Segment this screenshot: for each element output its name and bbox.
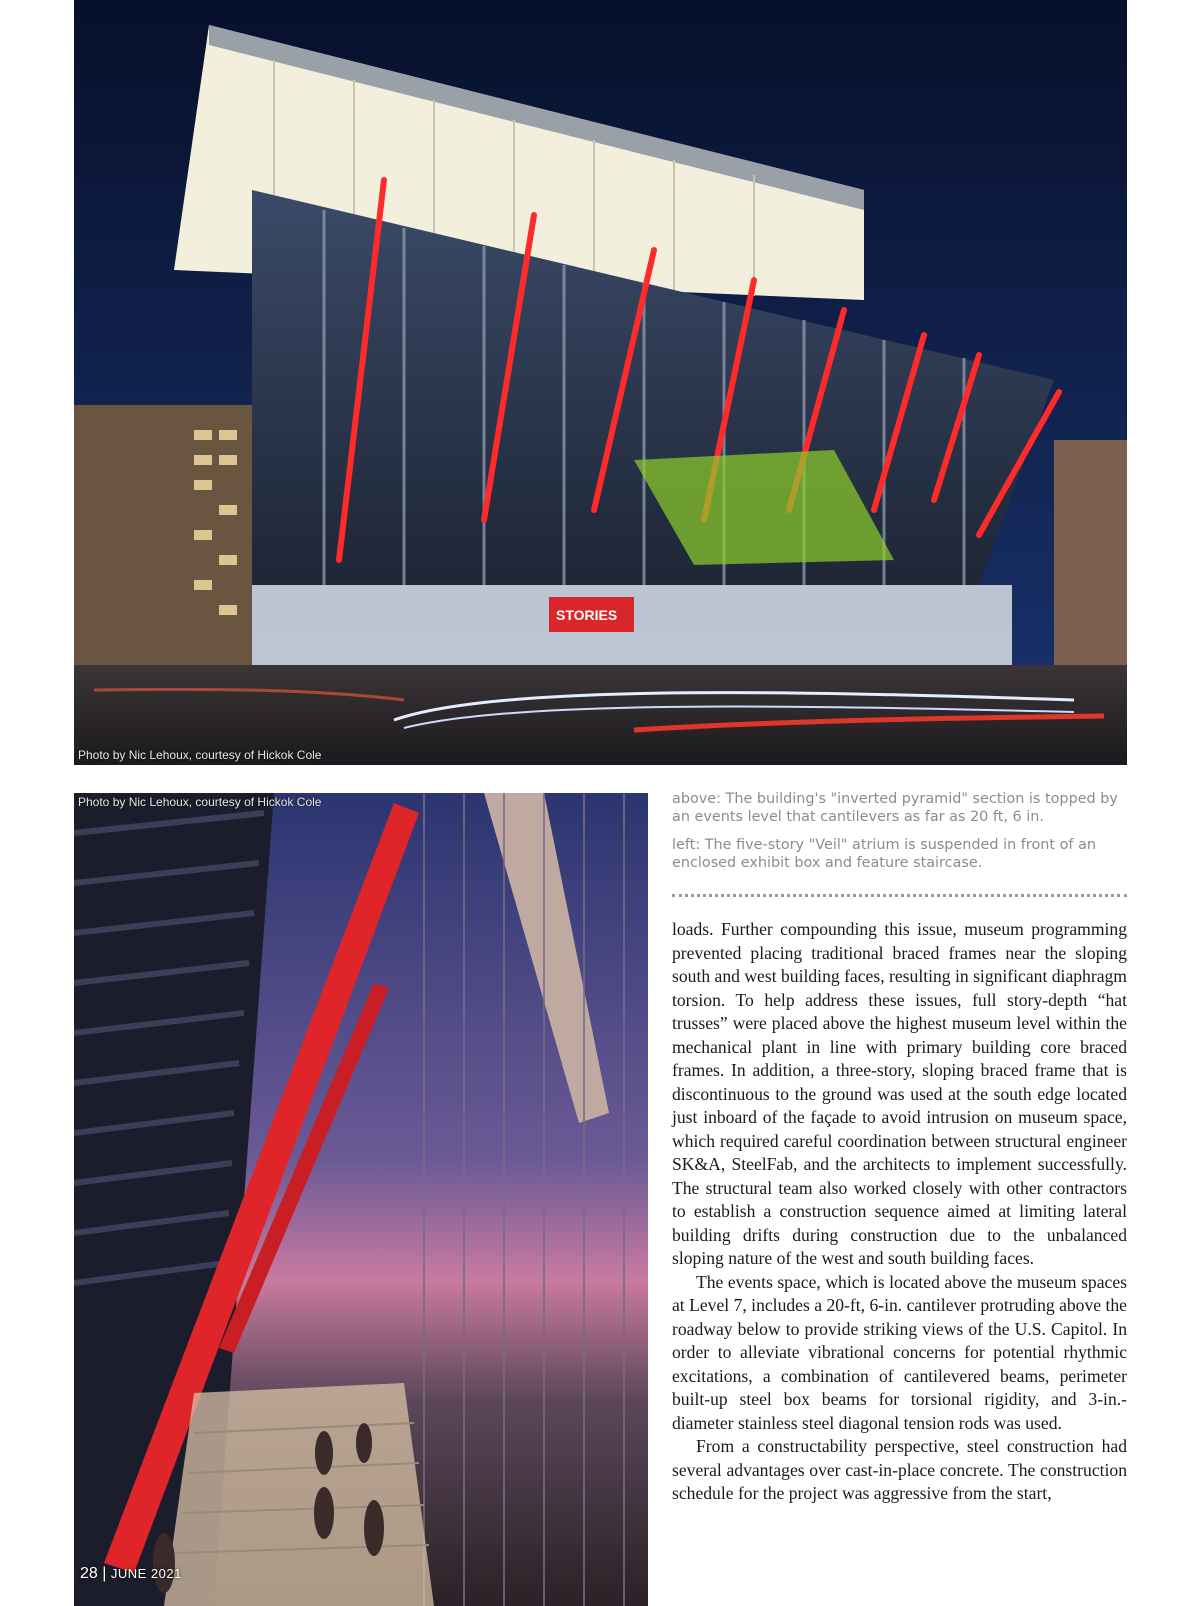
- issue-date: JUNE 2021: [110, 1566, 182, 1581]
- folio-separator: |: [102, 1565, 107, 1582]
- photo-credit-bottom: Photo by Nic Lehoux, courtesy of Hickok Cole: [78, 795, 322, 809]
- atrium-interior-photo: [74, 793, 648, 1606]
- building-illustration: [74, 0, 1127, 765]
- dotted-divider: [672, 894, 1127, 897]
- caption-left: left: The five-story "Veil" atrium is suspended in front of an enclosed exhibit box and feature staircase.: [672, 837, 1097, 871]
- page-folio: [80, 1565, 182, 1583]
- article-body: [672, 918, 1127, 1506]
- body-paragraph: The events space, which is located above the museum spaces at Level 7, includes a 20-ft, 6-in. cantilever protruding above the roadway below to provide striking views of the U.S. Capitol. In order to alleviate vibrational concerns for potential rhythmic excitations, a combination of cantilevered beams, perimeter built-up steel box beams for torsional rigidity, and 3-in.-diameter stainless steel diagonal tension rods was used.: [672, 1271, 1127, 1433]
- caption-above: above: The building's "inverted pyramid" section is topped by an events level that cantilevers as far as 20 ft, 6 in.: [672, 791, 1118, 825]
- body-paragraph: loads. Further compounding this issue, museum programming prevented placing traditional braced frames near the sloping south and west building faces, resulting in significant diaphragm torsion. To help address these issues, full story-depth “hat trusses” were placed above the highest museum level within the mechanical plant in line with primary building core braced frames. In addition, a three-story, sloping braced frame that is discontinuous to the ground was used at the south edge located just inboard of the façade to avoid intrusion on museum space, which required careful coordination between structural engineer SK&A, SteelFab, and the architects to implement successfully. The structural team also worked closely with other contractors to establish a construction sequence aimed at limiting lateral building drifts during construction due to the unbalanced sloping nature of the west and south building faces.: [672, 919, 1127, 1268]
- atrium-illustration: [74, 793, 648, 1606]
- exterior-night-photo: [74, 0, 1127, 765]
- photo-credit-top: Photo by Nic Lehoux, courtesy of Hickok Cole: [78, 748, 322, 762]
- page-number: 28: [80, 1565, 98, 1582]
- stories-sign: STORIES: [556, 607, 618, 623]
- body-paragraph: From a constructability perspective, steel construction had several advantages over cast-in-place concrete. The construction schedule for the project was aggressive from the start,: [672, 1436, 1127, 1503]
- photo-captions: [672, 790, 1127, 882]
